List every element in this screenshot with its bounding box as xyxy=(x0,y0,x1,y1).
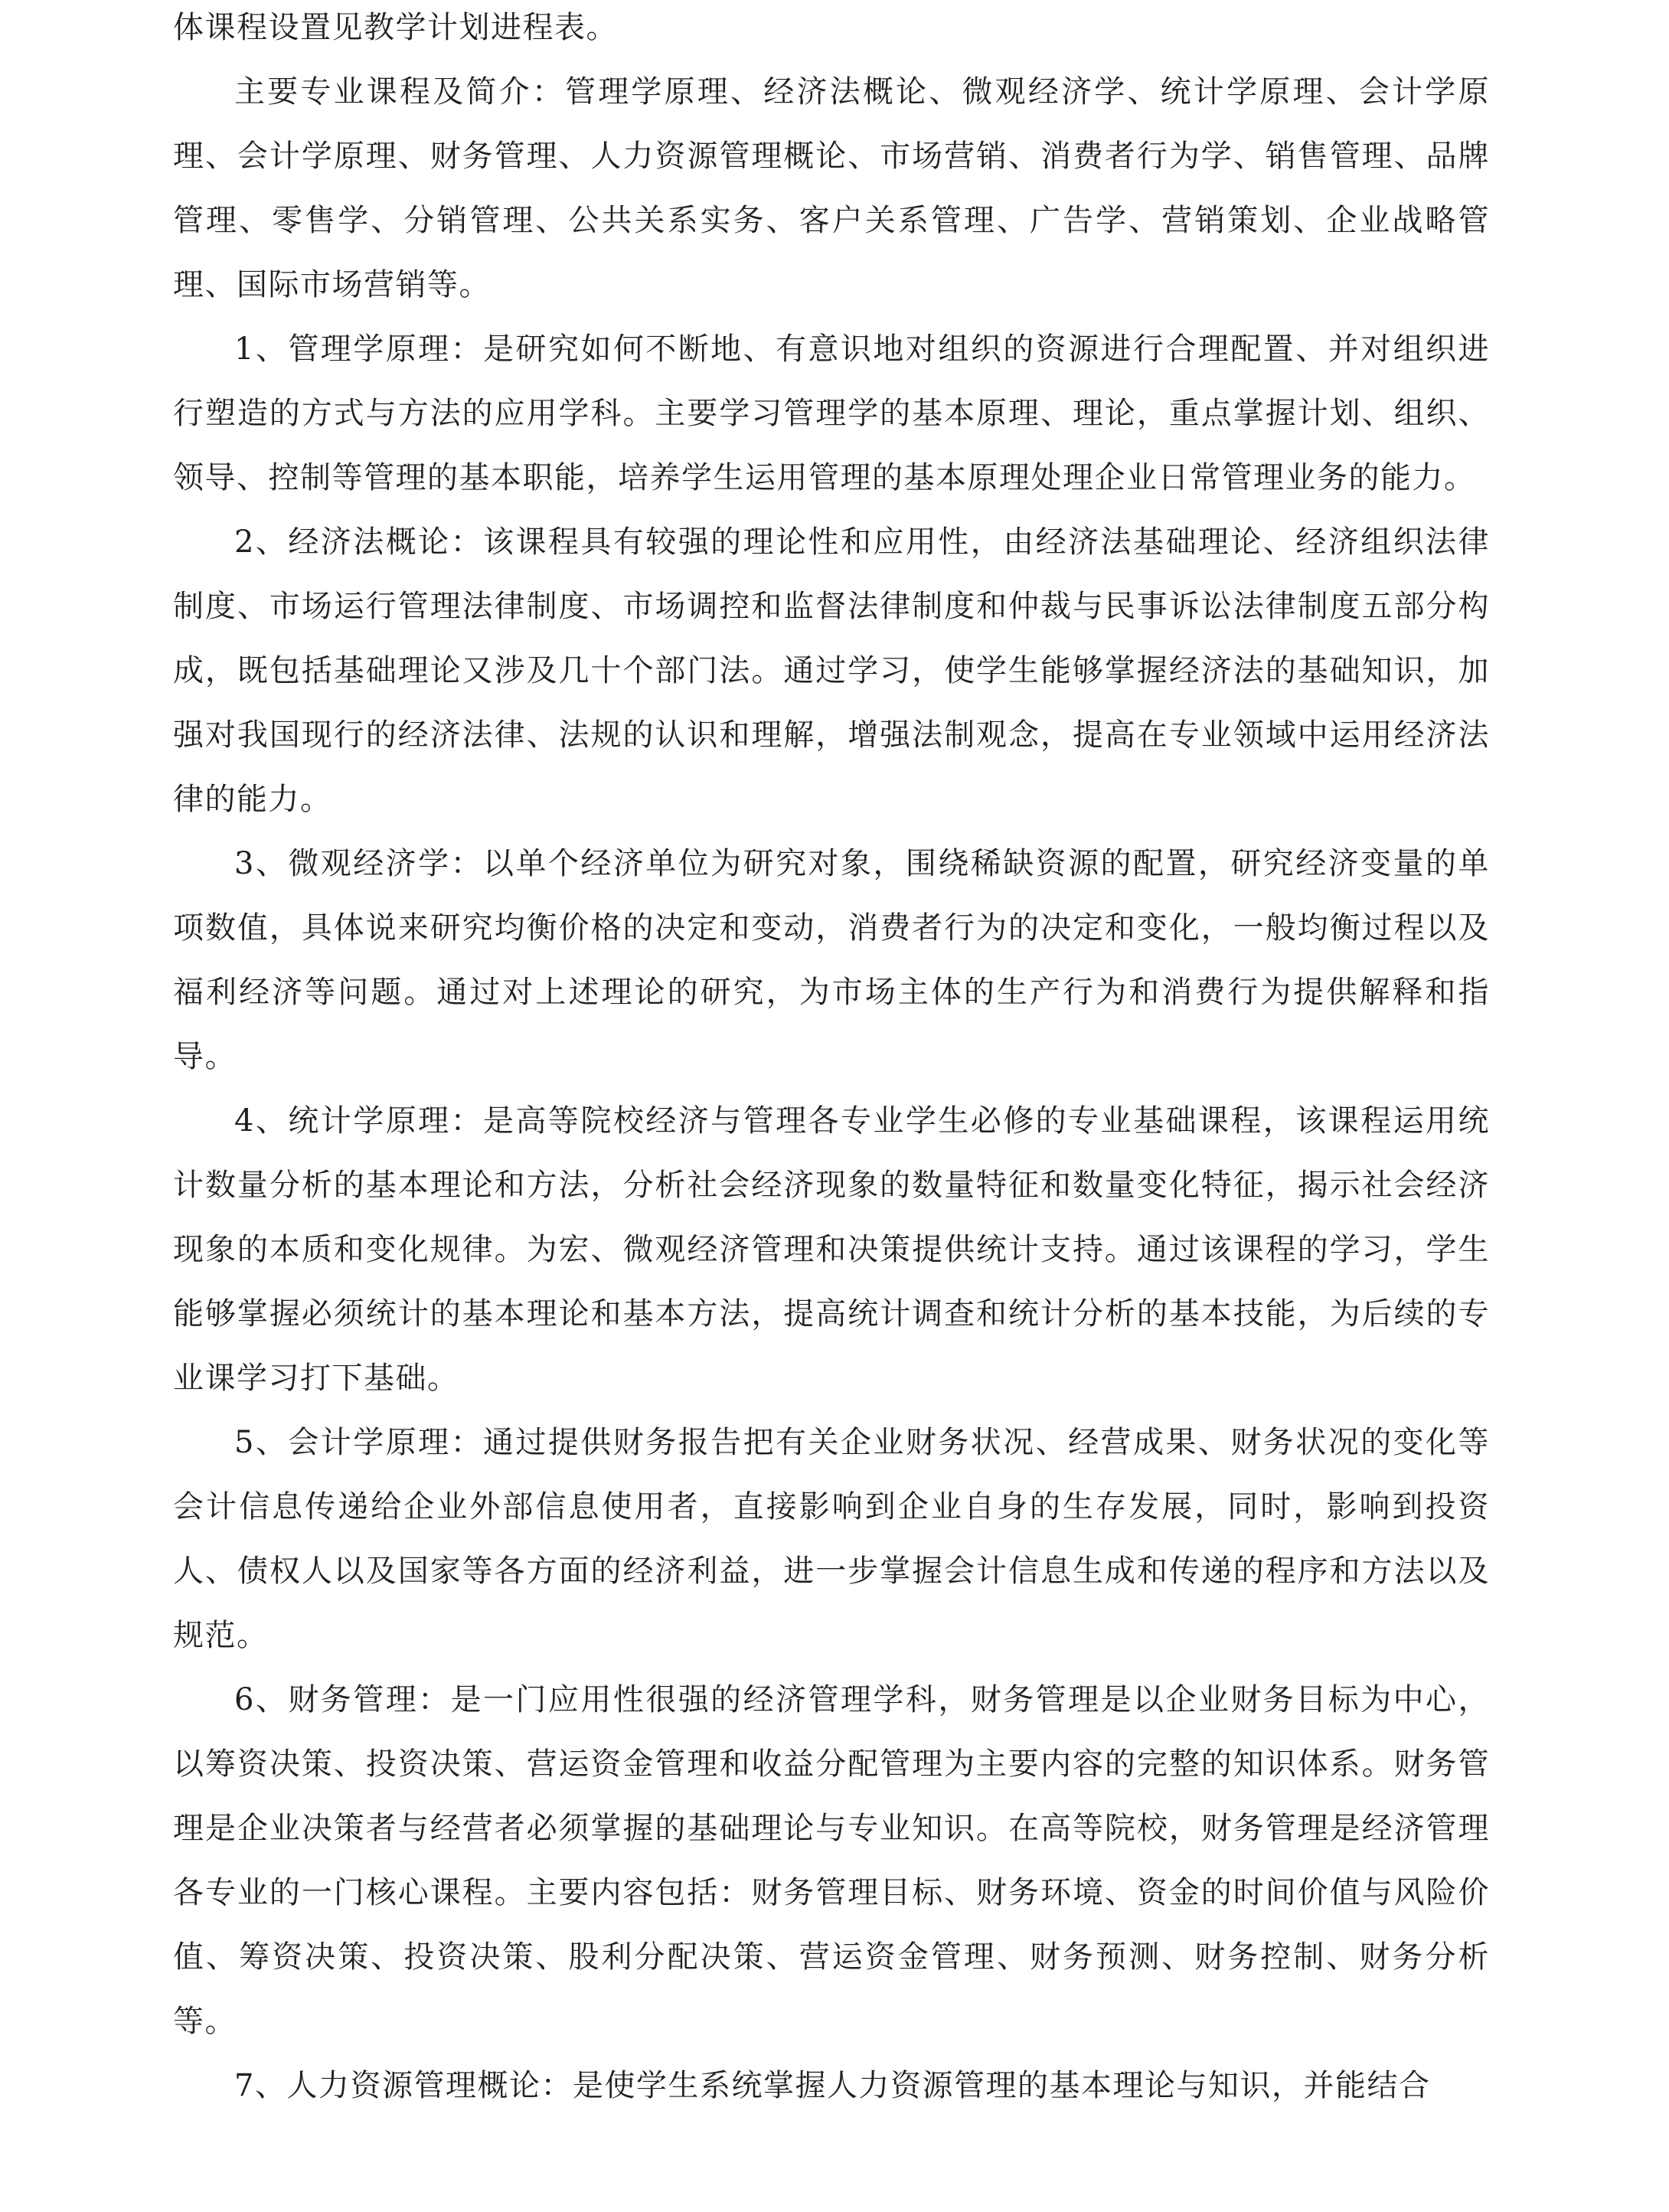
document-body xyxy=(173,0,1490,2118)
paragraph-economic-law: 2、经济法概论：该课程具有较强的理论性和应用性，由经济法基础理论、经济组织法律制度、市场运行管理法律制度、市场调控和监督法律制度和仲裁与民事诉讼法律制度五部分构成，既包括基础理论又涉及几十个部门法。通过学习，使学生能够掌握经济法的基础知识，加强对我国现行的经济法律、法规的认识和理解，增强法制观念，提高在专业领域中运用经济法律的能力。 xyxy=(173,524,1490,817)
paragraph-statistics-principles: 4、统计学原理：是高等院校经济与管理各专业学生必修的专业基础课程，该课程运用统计数量分析的基本理论和方法，分析社会经济现象的数量特征和数量变化特征，揭示社会经济现象的本质和变化规律。为宏、微观经济管理和决策提供统计支持。通过该课程的学习，学生能够掌握必须统计的基本理论和基本方法，提高统计调查和统计分析的基本技能，为后续的专业课学习打下基础。 xyxy=(173,1103,1490,1396)
paragraph-financial-management: 6、财务管理：是一门应用性很强的经济管理学科，财务管理是以企业财务目标为中心，以筹资决策、投资决策、营运资金管理和收益分配管理为主要内容的完整的知识体系。财务管理是企业决策者与经营者必须掌握的基础理论与专业知识。在高等院校，财务管理是经济管理各专业的一门核心课程。主要内容包括：财务管理目标、财务环境、资金的时间价值与风险价值、筹资决策、投资决策、股利分配决策、营运资金管理、财务预测、财务控制、财务分析等。 xyxy=(173,1682,1490,2039)
paragraph-management-principles: 1、管理学原理：是研究如何不断地、有意识地对组织的资源进行合理配置、并对组织进行塑造的方式与方法的应用学科。主要学习管理学的基本原理、理论，重点掌握计划、组织、领导、控制等管理的基本职能，培养学生运用管理的基本原理处理企业日常管理业务的能力。 xyxy=(173,332,1490,495)
paragraph-microeconomics: 3、微观经济学：以单个经济单位为研究对象，围绕稀缺资源的配置，研究经济变量的单项数值，具体说来研究均衡价格的决定和变动，消费者行为的决定和变化，一般均衡过程以及福利经济等问题。通过对上述理论的研究，为市场主体的生产行为和消费行为提供解释和指导。 xyxy=(173,846,1490,1074)
paragraph-main-courses: 主要专业课程及简介：管理学原理、经济法概论、微观经济学、统计学原理、会计学原理、会计学原理、财务管理、人力资源管理概论、市场营销、消费者行为学、销售管理、品牌管理、零售学、分销管理、公共关系实务、客户关系管理、广告学、营销策划、企业战略管理、国际市场营销等。 xyxy=(173,74,1490,302)
paragraph-course-plan-note: 体课程设置见教学计划进程表。 xyxy=(173,10,618,45)
paragraph-human-resources: 7、人力资源管理概论：是使学生系统掌握人力资源管理的基本理论与知识，并能结合 xyxy=(234,2068,1431,2103)
paragraph-accounting-principles: 5、会计学原理：通过提供财务报告把有关企业财务状况、经营成果、财务状况的变化等会计信息传递给企业外部信息使用者，直接影响到企业自身的生存发展，同时，影响到投资人、债权人以及国家等各方面的经济利益，进一步掌握会计信息生成和传递的程序和方法以及规范。 xyxy=(173,1425,1490,1653)
